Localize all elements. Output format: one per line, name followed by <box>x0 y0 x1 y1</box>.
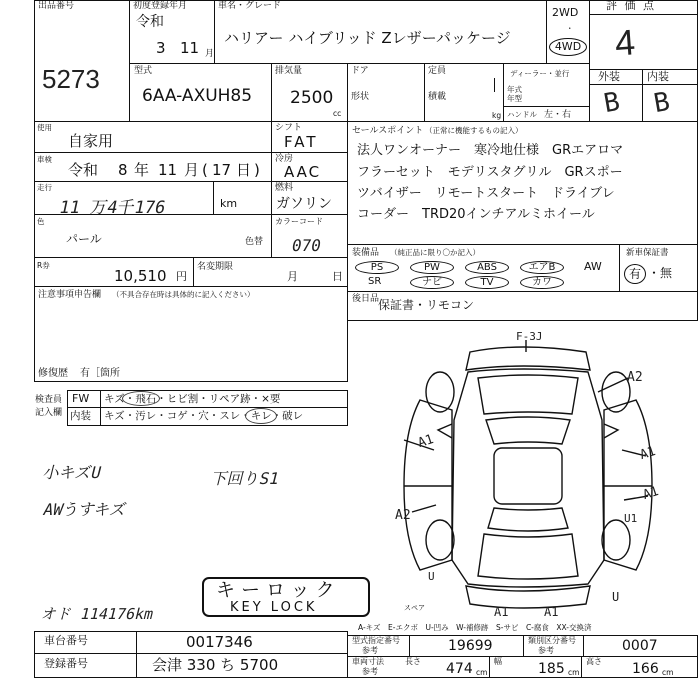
shift-label: シフト <box>275 123 303 133</box>
dim-div-1 <box>489 656 490 678</box>
inspection-day-unit: 日 <box>236 161 252 179</box>
mileage-label: 走行 <box>37 183 52 192</box>
shape-label: 形状 <box>351 92 370 102</box>
drive-2wd: 2WD <box>552 6 579 19</box>
mark-u1-right: U1 <box>624 512 638 525</box>
sales-point-line-1: 法人ワンオーナー 寒冷地仕様 GRエアロマ <box>357 143 624 158</box>
sales-point-line-3: ツバイザー リモートスタート ドライブレ <box>357 186 615 201</box>
inspection-year: 8 <box>118 161 128 179</box>
designation-div <box>409 635 410 657</box>
dimensions-label: 車両寸法 <box>352 657 384 666</box>
capacity-label: 定員 <box>428 66 447 76</box>
classification-label: 類別区分番号 <box>528 636 576 645</box>
chassis-value: 0017346 <box>186 633 253 651</box>
equip-navi: ナビ <box>410 276 454 289</box>
mark-front-bumper: F-3J <box>516 330 543 343</box>
spare-label: スペア <box>404 604 425 612</box>
height-label: 高さ <box>586 657 602 666</box>
mark-a2-right-front: A2 <box>627 370 643 385</box>
width-value: 185 <box>538 661 565 677</box>
fuel-label: 燃料 <box>275 183 294 193</box>
attention-note: （不具合存在時は具体的に記入ください） <box>112 290 255 299</box>
inspector-row2-head: 内装 <box>70 410 91 422</box>
inspection-month-unit: 月 <box>184 161 200 179</box>
inspection-day-open: ( <box>202 161 208 179</box>
drive-4wd-circle: 4WD <box>549 38 587 56</box>
fuel-value: ガソリン <box>276 196 332 212</box>
ac-label: 冷房 <box>275 154 294 164</box>
inspector-row1-text: キズ・飛石・ヒビ割・リペア跡・×要 <box>104 393 281 405</box>
mark-a1-right-rear: A1 <box>641 483 661 504</box>
displacement-label: 排気量 <box>275 66 303 76</box>
mileage-value: 11 万4千176 <box>57 198 168 218</box>
designation-label: 型式指定番号 <box>352 636 400 645</box>
mark-a1-rear-left: A1 <box>494 605 509 619</box>
model-label: 型式 <box>134 66 153 76</box>
sales-points-label: セールスポイント <box>352 126 424 136</box>
sales-points-note: （正常に機能するもの記入） <box>425 126 523 135</box>
equip-leather: カワ <box>520 276 564 289</box>
recycle-label: R券 <box>37 261 50 270</box>
plate-value: 会津 330 ち 5700 <box>152 656 279 674</box>
repair-value: 有［箇所 <box>80 368 120 379</box>
inspection-month: 11 <box>158 161 178 179</box>
designation-sub: 参考 <box>362 646 378 655</box>
model-value: 6AA-AXUH85 <box>142 86 253 106</box>
dimensions-sub: 参考 <box>362 667 378 676</box>
attention-label: 注意事項申告欄 <box>38 290 102 300</box>
dealer-label: ディーラー・並行 <box>510 69 570 78</box>
load-unit: kg <box>492 111 502 120</box>
shift-value: FAT <box>284 133 319 151</box>
registration-era: 令和 <box>136 14 164 30</box>
recycle-unit: 円 <box>176 270 187 283</box>
sales-point-line-4: コーダー TRD20インチアルミホイール <box>357 207 595 222</box>
mark-a1-left-front: A1 <box>416 431 436 452</box>
inspection-era: 令和 <box>68 161 99 179</box>
plate-label: 登録番号 <box>44 657 88 670</box>
equip-airbag: エアB <box>520 261 564 274</box>
handle-label: ハンドル <box>507 110 537 119</box>
lot-number: 5273 <box>42 64 100 94</box>
manual-yes-circle: 有 <box>624 264 646 284</box>
equip-aw: AW <box>584 260 602 273</box>
mark-u-rear-1: U <box>612 590 620 604</box>
inspector-row2-text: キズ・汚レ・コゲ・穴・スレ・キレ・破レ <box>104 410 304 422</box>
displacement-value: 2500 <box>290 88 334 108</box>
interior-grade: B <box>651 86 673 120</box>
sales-point-line-2: フラーセット モデリスタグリル GRスポー <box>357 165 623 180</box>
note-odometer: オド 114176km <box>39 605 156 623</box>
registration-year: 3 <box>156 39 166 57</box>
score-value: 4 <box>613 21 637 64</box>
inspector-label-1: 検査員 <box>35 395 63 405</box>
name-change-month: 月 <box>287 270 298 283</box>
note-wheel-scratch: AWうすキズ <box>41 500 129 519</box>
note-small-scratch: 小キズU <box>41 463 104 482</box>
height-value: 166 <box>632 661 659 677</box>
mark-a2-left-rear: A2 <box>395 508 411 523</box>
drive-dot: ・ <box>566 24 574 33</box>
score-label: 評 価 点 <box>606 0 656 12</box>
use-value: 自家用 <box>68 132 114 150</box>
recycle-value: 10,510 <box>114 267 167 285</box>
length-label: 長さ <box>405 657 421 666</box>
inspector-row1-head: FW <box>72 392 90 405</box>
handle-value: 左・右 <box>544 110 572 120</box>
year-label: 年式 <box>507 85 522 94</box>
inspection-day-close: ) <box>254 161 260 179</box>
lot-number-label: 出品番号 <box>38 1 75 11</box>
width-unit: cm <box>568 668 580 677</box>
dim-div-2 <box>581 656 582 678</box>
mark-a1-rear-right: A1 <box>544 605 559 619</box>
use-label: 使用 <box>37 123 52 132</box>
classification-sub: 参考 <box>538 646 554 655</box>
exterior-grade: B <box>601 86 623 120</box>
mark-u-left: U <box>428 570 435 583</box>
damage-legend: A-キズ E-エクボ U-凹み W-補修跡 S-サビ C-腐食 XX-交換済 <box>358 623 592 632</box>
color-change-label: 色替 <box>245 237 264 247</box>
equip-ps: PS <box>355 261 399 274</box>
classification-div <box>583 635 584 657</box>
note-underbody: 下回りS1 <box>209 469 282 488</box>
name-change-day: 日 <box>332 270 343 283</box>
inspection-year-unit: 年 <box>134 161 150 179</box>
color-code-label: カラーコード <box>275 217 323 226</box>
registration-month: 11 <box>180 39 200 57</box>
displacement-unit: cc <box>333 109 342 118</box>
car-name-label: 車名・グレード <box>218 1 282 11</box>
ac-value: AAC <box>284 163 322 181</box>
chassis-label: 車台番号 <box>44 634 88 647</box>
equip-pw: PW <box>410 261 454 274</box>
inspector-label-2: 記入欄 <box>35 408 63 418</box>
mileage-unit: km <box>220 197 238 210</box>
year-type-label: 年型 <box>507 94 522 103</box>
inspection-day: 17 <box>212 161 232 179</box>
registration-label: 初度登録年月 <box>133 1 188 11</box>
name-change-label: 名変期限 <box>197 262 234 272</box>
repair-label: 修復歴 <box>38 368 68 379</box>
interior-label: 内装 <box>647 70 669 83</box>
color-label: 色 <box>37 217 45 226</box>
mark-a1-right-door: A1 <box>638 443 658 464</box>
designation-value: 19699 <box>448 638 493 654</box>
classification-value: 0007 <box>622 638 658 654</box>
equip-tv: TV <box>465 276 509 289</box>
manual-no: ・無 <box>648 266 673 280</box>
inspection-label: 車検 <box>37 155 52 164</box>
door-label: ドア <box>351 66 369 76</box>
equipment-note: （純正品に限り〇か記入） <box>390 248 480 257</box>
aftermarket-label: 後日品 <box>352 294 380 304</box>
equip-sr: SR <box>368 276 382 287</box>
key-lock-en: KEY LOCK <box>230 600 318 615</box>
car-name: ハリアー ハイブリッド Zレザーパッケージ <box>224 29 511 47</box>
registration-month-unit: 月 <box>205 49 215 59</box>
height-unit: cm <box>662 668 674 677</box>
manual-label: 新車保証書 <box>626 248 669 258</box>
equipment-label: 装備品 <box>352 248 380 258</box>
width-label: 幅 <box>494 657 502 666</box>
key-lock-jp: キーロック <box>216 579 341 601</box>
color-code: 070 <box>290 236 323 255</box>
exterior-label: 外装 <box>598 70 620 83</box>
length-unit: cm <box>476 668 488 677</box>
load-label: 積載 <box>428 92 447 102</box>
equip-abs: ABS <box>465 261 509 274</box>
aftermarket-value: 保証書・リモコン <box>378 298 475 312</box>
color-value: パール <box>66 232 102 246</box>
length-value: 474 <box>446 661 473 677</box>
